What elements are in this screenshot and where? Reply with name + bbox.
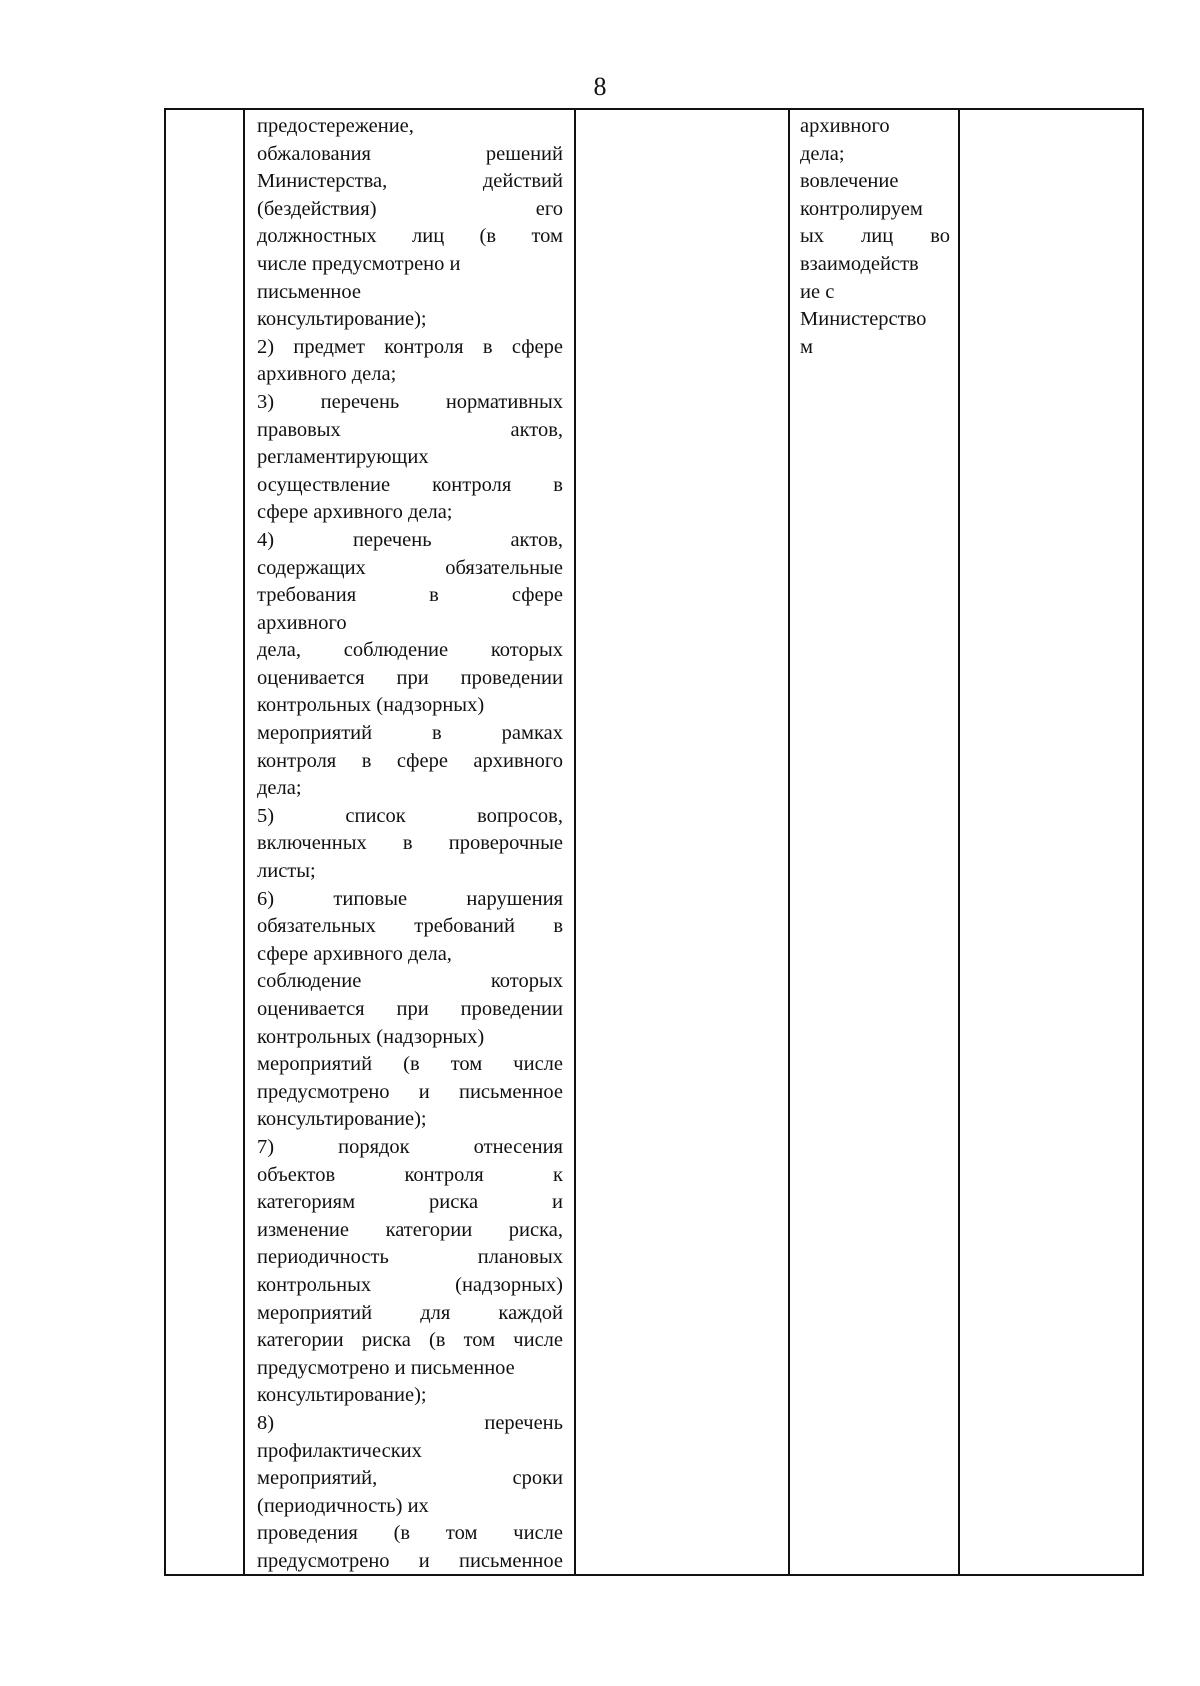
text-line: должностных лиц (в том [257,225,563,248]
text-line: дела; [800,142,845,165]
text-line: предусмотрено и письменное [257,1549,563,1572]
text-line: контрольных (надзорных) [257,1273,563,1296]
text-line: обязательных требований в [257,915,563,938]
text-line: оценивается при проведении [257,666,563,689]
table-cell-column-4 [800,113,950,361]
column-divider [958,110,960,1574]
text-line: предусмотрено и письменное [257,1080,563,1103]
document-table [164,108,1144,1576]
text-line: включенных в проверочные [257,832,563,855]
text-line: требования в сфере [257,584,563,607]
text-line: мероприятий (в том числе [257,1053,563,1076]
text-line: контрольных (надзорных) [257,694,485,717]
text-line: предостережение, [257,115,414,137]
text-line: содержащих обязательные [257,556,563,579]
text-line: мероприятий, сроки [257,1467,563,1490]
text-line: консультирование); [257,308,427,331]
table-cell-column-2 [257,113,563,1575]
text-line: осуществление контроля в [257,473,563,496]
text-line: ие с [800,280,835,303]
text-line: дела; [257,777,302,800]
text-line: числе предусмотрено и [257,252,461,275]
text-line: ых лиц во [800,225,950,248]
text-line: контролируем [800,197,923,220]
text-line: мероприятий для каждой [257,1301,563,1324]
column-divider [574,110,576,1574]
text-line: обжалования решений [257,142,563,165]
text-line: архивного [800,115,890,137]
text-line: 8) перечень [257,1411,563,1434]
text-line: соблюдение которых [257,970,563,993]
text-line: проведения (в том числе [257,1522,563,1545]
text-line: Министерство [800,308,927,331]
text-line: Министерства, действий [257,170,563,193]
text-line: правовых актов, [257,418,563,441]
text-line: консультирование); [257,1384,427,1407]
text-line: сфере архивного дела, [257,942,452,965]
text-line: архивного [257,611,347,634]
text-line: консультирование); [257,1108,427,1131]
text-line: 6) типовые нарушения [257,887,563,910]
text-line: периодичность плановых [257,1246,563,1269]
text-line: оценивается при проведении [257,998,563,1020]
text-line: категории риска (в том числе [257,1329,563,1352]
text-line: вовлечение [800,170,899,193]
text-line: 4) перечень актов, [257,528,563,551]
text-line: взаимодейств [800,252,919,275]
text-line: мероприятий в рамках [257,722,563,745]
text-line: 3) перечень нормативных [257,390,563,413]
text-line: изменение категории риска, [257,1218,563,1241]
text-line: 2) предмет контроля в сфере [257,335,563,358]
text-line: профилактических [257,1439,422,1462]
column-divider [243,110,245,1574]
text-line: контрольных (надзорных) [257,1025,485,1048]
text-line: листы; [257,860,316,883]
text-line: объектов контроля к [257,1163,563,1186]
text-line: (периодичность) их [257,1494,429,1517]
text-line: 7) порядок отнесения [257,1135,563,1158]
text-line: дела, соблюдение которых [257,639,563,662]
text-line: 5) список вопросов, [257,804,563,827]
text-line: письменное [257,280,362,303]
text-line: категориям риска и [257,1191,563,1214]
text-line: контроля в сфере архивного [257,749,563,772]
text-line: предусмотрено и письменное [257,1356,515,1379]
text-line: сфере архивного дела; [257,501,453,524]
page-number: 8 [593,72,607,101]
column-divider [788,110,790,1574]
text-line: (бездействия) его [257,197,563,220]
text-line: архивного дела; [257,363,397,386]
text-line: регламентирующих [257,446,429,469]
text-line: м [800,335,813,358]
